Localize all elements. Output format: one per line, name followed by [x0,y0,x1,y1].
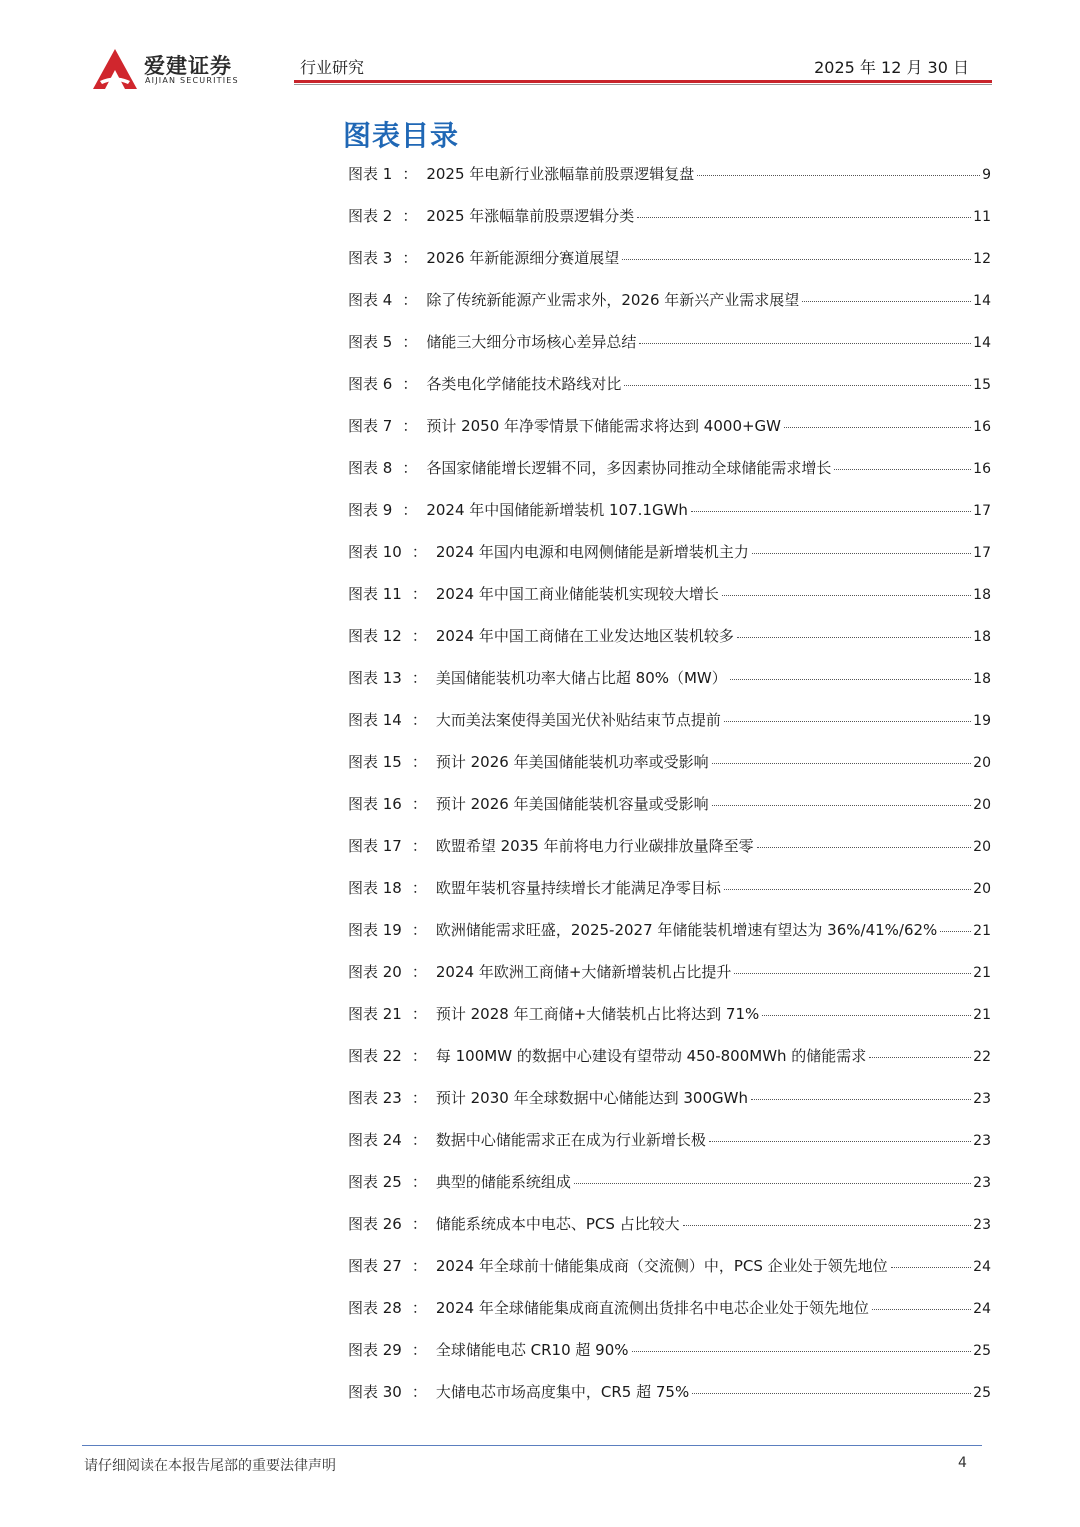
toc-entry-separator: ： [411,1383,427,1401]
toc-entry-separator: ： [411,795,427,813]
toc-entry-number: 图表 18 [348,879,402,897]
toc-entry-number: 图表 22 [348,1047,402,1065]
toc-dot-leader [712,763,972,764]
toc-dot-leader [622,259,971,260]
toc-entry-separator: ： [402,249,418,267]
toc-entry[interactable] [348,499,991,541]
toc-dot-leader [632,1351,972,1352]
toc-entry-page: 21 [973,923,991,939]
toc-entry-title: 欧洲储能需求旺盛，2025-2027 年储能装机增速有望达为 36%/41%/62% [435,921,938,939]
toc-dot-leader [891,1267,972,1268]
toc-entry-number: 图表 14 [348,711,402,729]
toc-entry-title: 2024 年中国工商业储能装机实现较大增长 [435,585,719,603]
toc-entry-page: 24 [973,1301,991,1317]
header-rule-red [294,80,992,83]
toc-entry-number: 图表 8 [348,459,393,477]
toc-dot-leader [737,637,971,638]
toc-entry-title: 每 100MW 的数据中心建设有望带动 450-800MWh 的储能需求 [435,1047,867,1065]
toc-entry-separator: ： [411,1131,427,1149]
report-category: 行业研究 [300,58,365,77]
toc-dot-leader [574,1183,971,1184]
toc-entry-separator: ： [411,1257,427,1275]
toc-entry-number: 图表 1 [348,165,393,183]
toc-entry-page: 19 [973,713,991,729]
toc-entry-title: 预计 2028 年工商储+大储装机占比将达到 71% [435,1005,760,1023]
toc-dot-leader [751,1099,971,1100]
toc-entry-title: 2024 年欧洲工商储+大储新增装机占比提升 [435,963,732,981]
toc-entry[interactable] [348,961,991,1003]
toc-entry[interactable] [348,667,991,709]
toc-entry[interactable] [348,793,991,835]
toc-entry-number: 图表 20 [348,963,402,981]
legal-notice: 请仔细阅读在本报告尾部的重要法律声明 [84,1458,336,1474]
toc-entry-page: 14 [973,335,991,351]
toc-entry-separator: ： [411,1089,427,1107]
toc-entry-title: 欧盟希望 2035 年前将电力行业碳排放量降至零 [435,837,754,855]
toc-entry-separator: ： [411,921,427,939]
toc-entry-separator: ： [402,417,418,435]
toc-entry-page: 18 [973,671,991,687]
toc-entry-page: 25 [973,1385,991,1401]
toc-dot-leader [637,217,971,218]
page-header [0,0,1080,100]
toc-entry[interactable] [348,1087,991,1129]
toc-entry-separator: ： [402,207,418,225]
toc-dot-leader [709,1141,971,1142]
header-rule-gray [294,84,992,85]
toc-entry-separator: ： [411,669,427,687]
toc-dot-leader [712,805,972,806]
footer-rule [82,1445,982,1446]
toc-entry-number: 图表 11 [348,585,402,603]
page-number: 4 [958,1455,967,1471]
toc-entry-page: 20 [973,797,991,813]
toc-entry-title: 预计 2050 年净零情景下储能需求将达到 4000+GW [426,417,782,435]
toc-entry-separator: ： [402,375,418,393]
toc-entry-title: 各类电化学储能技术路线对比 [426,375,622,393]
toc-entry-number: 图表 27 [348,1257,402,1275]
toc-entry[interactable] [348,457,991,499]
toc-entry-separator: ： [411,963,427,981]
toc-entry-separator: ： [411,1299,427,1317]
toc-entry[interactable] [348,163,991,205]
toc-entry-separator: ： [402,291,418,309]
toc-entry-title: 数据中心储能需求正在成为行业新增长极 [435,1131,706,1149]
toc-entry-page: 21 [973,1007,991,1023]
toc-entry[interactable] [348,205,991,247]
toc-entry[interactable] [348,1171,991,1213]
toc-entry-title: 欧盟年装机容量持续增长才能满足净零目标 [435,879,721,897]
toc-entry[interactable] [348,541,991,583]
toc-entry-title: 2025 年涨幅靠前股票逻辑分类 [426,207,635,225]
toc-entry[interactable] [348,709,991,751]
toc-entry-number: 图表 3 [348,249,393,267]
toc-entry-title: 预计 2030 年全球数据中心储能达到 300GWh [435,1089,748,1107]
toc-dot-leader [724,721,971,722]
toc-dot-leader [834,469,971,470]
toc-entry-separator: ： [402,459,418,477]
toc-entry-title: 大而美法案使得美国光伏补贴结束节点提前 [435,711,721,729]
toc-entry-page: 23 [973,1091,991,1107]
toc-entry-number: 图表 21 [348,1005,402,1023]
toc-entry-number: 图表 16 [348,795,402,813]
toc-entry-number: 图表 2 [348,207,393,225]
toc-entry-title: 预计 2026 年美国储能装机功率或受影响 [435,753,709,771]
toc-entry-number: 图表 30 [348,1383,402,1401]
toc-entry-number: 图表 23 [348,1089,402,1107]
toc-entry[interactable] [348,751,991,793]
toc-entry-title: 2026 年新能源细分赛道展望 [426,249,620,267]
toc-entry-page: 21 [973,965,991,981]
toc-entry[interactable] [348,331,991,373]
toc-entry-page: 20 [973,881,991,897]
toc-entry[interactable] [348,415,991,457]
toc-entry-number: 图表 25 [348,1173,402,1191]
toc-dot-leader [724,889,971,890]
toc-entry-separator: ： [402,333,418,351]
toc-entry-page: 20 [973,839,991,855]
toc-entry-page: 17 [973,503,991,519]
toc-entry-number: 图表 9 [348,501,393,519]
toc-entry-title: 储能三大细分市场核心差异总结 [426,333,637,351]
brand-name-cn: 爱建证券 [144,54,232,78]
toc-entry-number: 图表 19 [348,921,402,939]
toc-entry-separator: ： [411,585,427,603]
toc-entry[interactable] [348,835,991,877]
toc-entry-number: 图表 24 [348,1131,402,1149]
toc-entry-separator: ： [411,711,427,729]
toc-entry-number: 图表 29 [348,1341,402,1359]
toc-entry-title: 全球储能电芯 CR10 超 90% [435,1341,629,1359]
toc-entry-page: 11 [973,209,991,225]
toc-entry-number: 图表 28 [348,1299,402,1317]
toc-entry-number: 图表 5 [348,333,393,351]
toc-entry-page: 14 [973,293,991,309]
toc-entry[interactable] [348,1129,991,1171]
brand-name-en: AIJIAN SECURITIES [145,76,239,85]
toc-entry-number: 图表 15 [348,753,402,771]
toc-entry-separator: ： [411,627,427,645]
toc-entry[interactable] [348,1381,991,1423]
toc-entry-number: 图表 12 [348,627,402,645]
toc-entry[interactable] [348,919,991,961]
toc-entry-separator: ： [411,753,427,771]
toc-entry[interactable] [348,1213,991,1255]
brand-logo [92,48,267,90]
toc-entry-page: 24 [973,1259,991,1275]
toc-entry-page: 23 [973,1217,991,1233]
toc-entry-page: 23 [973,1175,991,1191]
toc-entry[interactable] [348,1297,991,1339]
toc-entry-separator: ： [411,837,427,855]
toc-entry-separator: ： [411,1005,427,1023]
toc-entry-title: 除了传统新能源产业需求外，2026 年新兴产业需求展望 [426,291,800,309]
toc-entry-page: 25 [973,1343,991,1359]
toc-entry-title: 典型的储能系统组成 [435,1173,571,1191]
toc-entry-page: 23 [973,1133,991,1149]
toc-entry-title: 储能系统成本中电芯、PCS 占比较大 [435,1215,680,1233]
toc-entry-page: 16 [973,419,991,435]
toc-dot-leader [940,931,971,932]
toc-entry[interactable] [348,583,991,625]
toc-entry-number: 图表 26 [348,1215,402,1233]
toc-entry-title: 2024 年国内电源和电网侧储能是新增装机主力 [435,543,749,561]
toc-entry-title: 2025 年电新行业涨幅靠前股票逻辑复盘 [426,165,695,183]
toc-entry[interactable] [348,247,991,289]
toc-dot-leader [734,973,971,974]
toc-entry-page: 12 [973,251,991,267]
toc-dot-leader [762,1015,971,1016]
toc-entry-page: 15 [973,377,991,393]
toc-dot-leader [692,1393,971,1394]
toc-entry[interactable] [348,373,991,415]
toc-entry-title: 2024 年中国工商储在工业发达地区装机较多 [435,627,734,645]
toc-entry-page: 22 [973,1049,991,1065]
toc-entry[interactable] [348,625,991,667]
toc-entry-title: 2024 年全球储能集成商直流侧出货排名中电芯企业处于领先地位 [435,1299,869,1317]
toc-entry-separator: ： [402,165,418,183]
toc-dot-leader [802,301,971,302]
toc-entry-title: 大储电芯市场高度集中，CR5 超 75% [435,1383,690,1401]
toc-entry-title: 各国家储能增长逻辑不同，多因素协同推动全球储能需求增长 [426,459,832,477]
toc-entry[interactable] [348,289,991,331]
toc-entry-number: 图表 7 [348,417,393,435]
toc-entry-separator: ： [411,1341,427,1359]
report-date: 2025 年 12 月 30 日 [814,58,969,77]
table-of-figures [348,163,991,1423]
toc-entry-separator: ： [411,1047,427,1065]
toc-dot-leader [697,175,980,176]
toc-dot-leader [624,385,971,386]
toc-entry-number: 图表 13 [348,669,402,687]
toc-entry[interactable] [348,1045,991,1087]
toc-entry[interactable] [348,877,991,919]
toc-entry-page: 16 [973,461,991,477]
toc-entry-page: 20 [973,755,991,771]
toc-dot-leader [872,1309,971,1310]
toc-dot-leader [639,343,971,344]
toc-entry-number: 图表 4 [348,291,393,309]
toc-entry-title: 2024 年全球前十储能集成商（交流侧）中，PCS 企业处于领先地位 [435,1257,888,1275]
toc-dot-leader [730,679,971,680]
toc-title: 图表目录 [343,119,460,152]
toc-dot-leader [757,847,972,848]
brand-logo-icon [92,48,138,90]
toc-entry-page: 9 [982,167,991,183]
toc-entry-number: 图表 10 [348,543,402,561]
toc-entry-page: 18 [973,587,991,603]
toc-entry-title: 美国储能装机功率大储占比超 80%（MW） [435,669,727,687]
toc-entry-page: 17 [973,545,991,561]
toc-entry-separator: ： [411,1173,427,1191]
toc-entry-number: 图表 17 [348,837,402,855]
toc-dot-leader [869,1057,971,1058]
toc-entry[interactable] [348,1255,991,1297]
toc-entry[interactable] [348,1339,991,1381]
toc-entry-page: 18 [973,629,991,645]
toc-entry-separator: ： [411,543,427,561]
toc-dot-leader [752,553,971,554]
toc-dot-leader [691,511,971,512]
toc-entry[interactable] [348,1003,991,1045]
toc-entry-title: 2024 年中国储能新增装机 107.1GWh [426,501,688,519]
toc-entry-separator: ： [411,879,427,897]
toc-dot-leader [683,1225,971,1226]
toc-entry-separator: ： [402,501,418,519]
toc-dot-leader [784,427,971,428]
toc-entry-number: 图表 6 [348,375,393,393]
toc-entry-separator: ： [411,1215,427,1233]
toc-entry-title: 预计 2026 年美国储能装机容量或受影响 [435,795,709,813]
toc-dot-leader [722,595,971,596]
